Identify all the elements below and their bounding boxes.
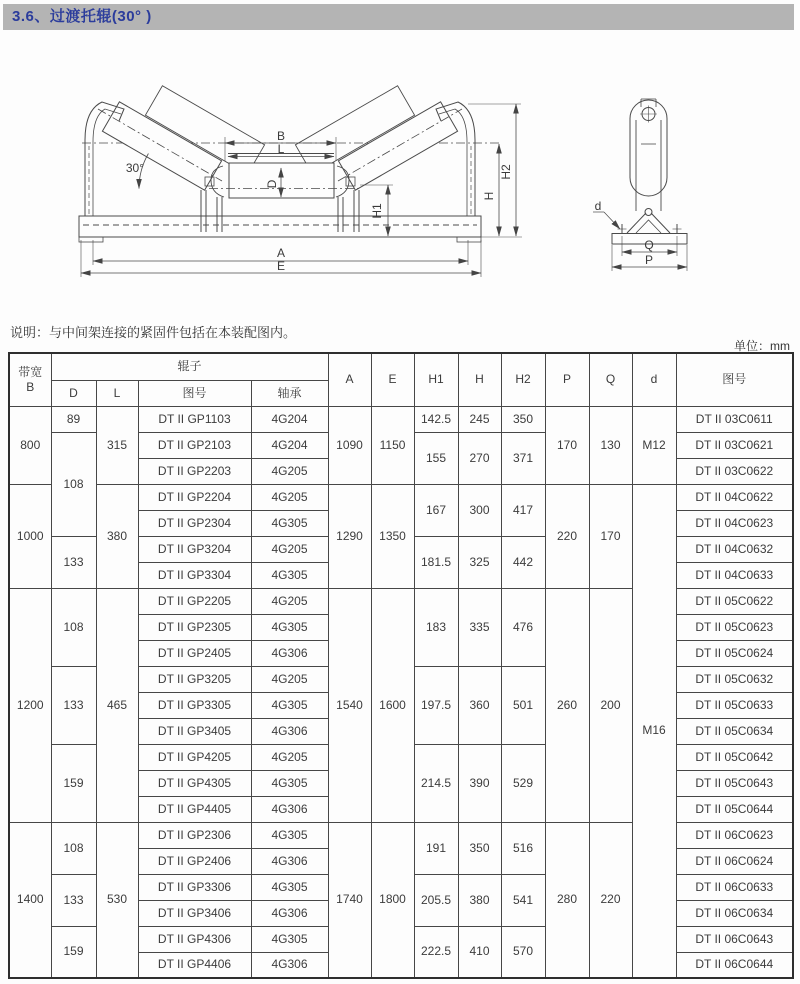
table-cell: 108	[51, 588, 96, 666]
table-cell: 260	[545, 588, 589, 822]
table-cell: 155	[414, 432, 458, 484]
table-cell: DT II GP2204	[138, 484, 251, 510]
table-cell: 220	[589, 822, 632, 978]
table-cell: 181.5	[414, 536, 458, 588]
table-cell: DT II 06C0623	[676, 822, 793, 848]
table-cell: 4G305	[251, 614, 328, 640]
table-cell: DT II 05C0624	[676, 640, 793, 666]
table-cell: 300	[458, 484, 501, 536]
table-cell: DT II 04C0622	[676, 484, 793, 510]
table-cell: DT II GP3306	[138, 874, 251, 900]
header-d: d	[632, 353, 676, 406]
spec-table	[8, 352, 794, 979]
table-cell: 4G305	[251, 874, 328, 900]
table-cell: 476	[501, 588, 545, 666]
table-cell: 360	[458, 666, 501, 744]
table-cell: 4G205	[251, 536, 328, 562]
table-cell: 1350	[371, 484, 414, 588]
table-cell: 245	[458, 406, 501, 432]
table-cell: 380	[458, 874, 501, 926]
table-cell: DT II 03C0611	[676, 406, 793, 432]
table-cell: 1090	[328, 406, 371, 484]
table-header	[9, 353, 793, 406]
table-cell: DT II 05C0634	[676, 718, 793, 744]
table-cell: 350	[501, 406, 545, 432]
header-bandwidth-line1: 带宽	[18, 364, 43, 379]
table-cell: 4G306	[251, 952, 328, 978]
table-cell: DT II 05C0643	[676, 770, 793, 796]
table-cell: 4G305	[251, 926, 328, 952]
table-cell: DT II 05C0633	[676, 692, 793, 718]
table-cell: DT II 04C0633	[676, 562, 793, 588]
dim-label-h: H	[482, 191, 496, 201]
table-cell: DT II 04C0623	[676, 510, 793, 536]
table-cell: DT II 06C0644	[676, 952, 793, 978]
table-cell: 442	[501, 536, 545, 588]
table-cell: 465	[96, 588, 138, 822]
dim-label-d-bolt: d	[594, 199, 602, 213]
table-cell: DT II 05C0623	[676, 614, 793, 640]
table-cell: DT II 03C0622	[676, 458, 793, 484]
table-cell: 167	[414, 484, 458, 536]
table-cell: 159	[51, 926, 96, 978]
table-cell: 170	[589, 484, 632, 588]
table-cell: DT II GP2304	[138, 510, 251, 536]
table-cell: M12	[632, 406, 676, 484]
table-cell: 183	[414, 588, 458, 666]
assembly-drawing	[0, 62, 800, 314]
table-cell: 325	[458, 536, 501, 588]
table-cell: 570	[501, 926, 545, 978]
header-e: E	[371, 353, 414, 406]
table-cell: 4G305	[251, 562, 328, 588]
table-row	[9, 588, 793, 614]
table-cell: DT II GP2305	[138, 614, 251, 640]
table-cell: 350	[458, 822, 501, 874]
table-cell: 1600	[371, 588, 414, 822]
table-cell: DT II GP4405	[138, 796, 251, 822]
table-cell: 197.5	[414, 666, 458, 744]
table-cell: DT II GP2205	[138, 588, 251, 614]
dim-label-e: E	[276, 259, 286, 273]
dim-label-b: B	[276, 129, 286, 143]
header-h: H	[458, 353, 501, 406]
header-q: Q	[589, 353, 632, 406]
table-cell: DT II 06C0643	[676, 926, 793, 952]
table-row	[9, 822, 793, 848]
table-cell: M16	[632, 484, 676, 978]
table-cell: 200	[589, 588, 632, 822]
table-cell: 390	[458, 744, 501, 822]
header-part-no: 图号	[676, 353, 793, 406]
table-cell: DT II GP3205	[138, 666, 251, 692]
table-cell: 1400	[9, 822, 51, 978]
table-cell: DT II 05C0622	[676, 588, 793, 614]
table-cell: 4G305	[251, 770, 328, 796]
table-cell: 4G305	[251, 822, 328, 848]
table-cell: DT II GP2406	[138, 848, 251, 874]
table-cell: 417	[501, 484, 545, 536]
header-h1: H1	[414, 353, 458, 406]
table-cell: 1290	[328, 484, 371, 588]
table-cell: DT II GP4305	[138, 770, 251, 796]
table-cell: 4G306	[251, 718, 328, 744]
header-a: A	[328, 353, 371, 406]
table-cell: 280	[545, 822, 589, 978]
table-cell: 1000	[9, 484, 51, 588]
table-cell: 380	[96, 484, 138, 588]
header-roller-group: 辊子	[51, 353, 328, 380]
dim-label-a: A	[276, 246, 286, 260]
dim-label-l: L	[277, 142, 285, 156]
header-bandwidth-line2: B	[26, 379, 35, 394]
table-body	[9, 406, 793, 978]
dim-label-h1: H1	[370, 203, 384, 219]
table-cell: 1800	[371, 822, 414, 978]
table-cell: DT II GP4205	[138, 744, 251, 770]
note-text: 说明：与中间架连接的紧固件包括在本装配图内。	[10, 325, 297, 340]
side-view	[593, 99, 687, 271]
table-cell: 4G205	[251, 588, 328, 614]
page-title: 3.6、过渡托辊(30° )	[3, 4, 794, 30]
header-roller-d: D	[51, 380, 96, 406]
front-view	[79, 86, 522, 277]
table-cell: 4G205	[251, 458, 328, 484]
table-cell: 130	[589, 406, 632, 484]
table-cell: 4G305	[251, 692, 328, 718]
table-cell: 4G306	[251, 640, 328, 666]
table-cell: 4G306	[251, 900, 328, 926]
table-cell: DT II GP2306	[138, 822, 251, 848]
table-cell: DT II 06C0624	[676, 848, 793, 874]
table-cell: DT II GP4406	[138, 952, 251, 978]
table-cell: 133	[51, 536, 96, 588]
table-cell: DT II GP3304	[138, 562, 251, 588]
table-cell: 108	[51, 432, 96, 536]
table-cell: 142.5	[414, 406, 458, 432]
table-cell: 501	[501, 666, 545, 744]
table-cell: DT II 04C0632	[676, 536, 793, 562]
dim-label-q: Q	[644, 238, 654, 252]
table-cell: DT II GP3305	[138, 692, 251, 718]
table-cell: DT II 06C0633	[676, 874, 793, 900]
table-cell: 335	[458, 588, 501, 666]
table-cell: DT II GP2203	[138, 458, 251, 484]
table-cell: 1540	[328, 588, 371, 822]
header-p: P	[545, 353, 589, 406]
table-cell: 516	[501, 822, 545, 874]
table-cell: 159	[51, 744, 96, 822]
dim-label-h2: H2	[499, 164, 513, 180]
table-cell: 133	[51, 874, 96, 926]
table-cell: DT II GP4306	[138, 926, 251, 952]
header-bandwidth	[9, 353, 51, 406]
table-cell: 371	[501, 432, 545, 484]
table-cell: 205.5	[414, 874, 458, 926]
table-cell: 410	[458, 926, 501, 978]
table-row	[9, 406, 793, 432]
table-cell: DT II GP3405	[138, 718, 251, 744]
table-cell: 4G204	[251, 406, 328, 432]
table-cell: 800	[9, 406, 51, 484]
header-roller-bearing: 轴承	[251, 380, 328, 406]
table-cell: 4G205	[251, 744, 328, 770]
table-cell: 4G306	[251, 848, 328, 874]
table-cell: 315	[96, 406, 138, 484]
unit-label: 单位：mm	[734, 339, 790, 353]
table-cell: 108	[51, 822, 96, 874]
table-cell: DT II GP3204	[138, 536, 251, 562]
dim-label-angle: 30°	[125, 161, 144, 175]
table-cell: DT II GP1103	[138, 406, 251, 432]
table-cell: 133	[51, 666, 96, 744]
table-row	[9, 484, 793, 510]
table-cell: 4G205	[251, 666, 328, 692]
table-cell: 1150	[371, 406, 414, 484]
header-roller-no: 图号	[138, 380, 251, 406]
table-cell: 270	[458, 432, 501, 484]
table-cell: DT II 05C0644	[676, 796, 793, 822]
table-cell: DT II GP2405	[138, 640, 251, 666]
dim-label-p: P	[644, 253, 654, 267]
table-cell: 530	[96, 822, 138, 978]
table-cell: 222.5	[414, 926, 458, 978]
table-cell: DT II 03C0621	[676, 432, 793, 458]
table-cell: 4G306	[251, 796, 328, 822]
table-cell: 4G204	[251, 432, 328, 458]
table-cell: DT II 06C0634	[676, 900, 793, 926]
table-cell: 529	[501, 744, 545, 822]
table-cell: DT II 05C0642	[676, 744, 793, 770]
table-cell: DT II 05C0632	[676, 666, 793, 692]
table-cell: 220	[545, 484, 589, 588]
table-cell: 4G205	[251, 484, 328, 510]
table-cell: 541	[501, 874, 545, 926]
table-cell: DT II GP3406	[138, 900, 251, 926]
table-cell: 4G305	[251, 510, 328, 536]
header-roller-l: L	[96, 380, 138, 406]
table-cell: 1200	[9, 588, 51, 822]
dim-label-d-roller: D	[265, 179, 279, 189]
table-cell: 1740	[328, 822, 371, 978]
table-cell: 191	[414, 822, 458, 874]
table-cell: 214.5	[414, 744, 458, 822]
table-cell: 89	[51, 406, 96, 432]
header-h2: H2	[501, 353, 545, 406]
table-cell: DT II GP2103	[138, 432, 251, 458]
table-cell: 170	[545, 406, 589, 484]
